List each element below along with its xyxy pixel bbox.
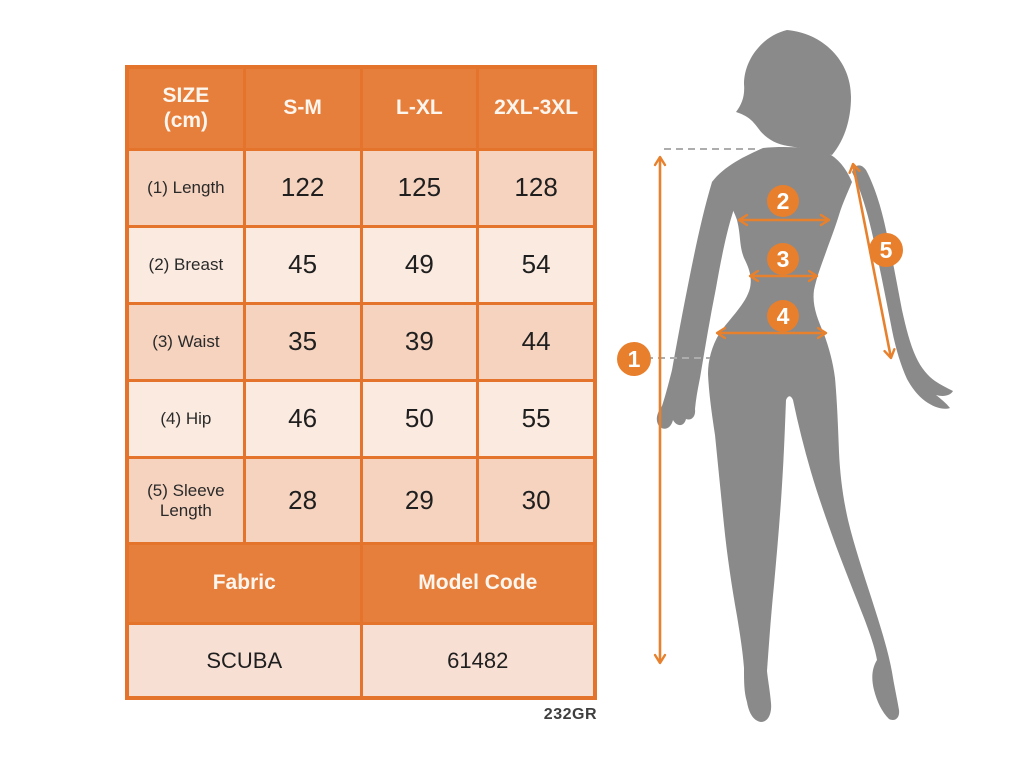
size-header-line2: (cm) bbox=[163, 108, 209, 132]
length-2xl3xl-value: 128 bbox=[479, 151, 593, 225]
marker-2 bbox=[767, 185, 799, 217]
waist-sm-value: 35 bbox=[246, 305, 360, 379]
size-header-line1: SIZE bbox=[162, 84, 210, 108]
row-label-sleeve-length: (5) Sleeve Length bbox=[129, 459, 243, 542]
model-code-value: 61482 bbox=[363, 625, 594, 696]
silhouette-right-arm bbox=[852, 165, 953, 408]
silhouette-head bbox=[736, 30, 851, 155]
marker-1-label: 1 bbox=[627, 346, 641, 372]
measurement-diagram bbox=[600, 10, 1024, 770]
hip-2xl3xl-value: 55 bbox=[479, 382, 593, 456]
fabric-value: SCUBA bbox=[129, 625, 360, 696]
row-label-length: (1) Length bbox=[129, 151, 243, 225]
column-header-sm: S-M bbox=[246, 69, 360, 148]
waist-2xl3xl-value: 44 bbox=[479, 305, 593, 379]
marker-1 bbox=[617, 342, 651, 376]
hip-lxl-value: 50 bbox=[363, 382, 477, 456]
marker-4 bbox=[767, 300, 799, 332]
sleeve-lxl-value: 29 bbox=[363, 459, 477, 542]
marker-3 bbox=[767, 243, 799, 275]
weight-code-note: 232GR bbox=[543, 706, 597, 723]
row-label-breast: (2) Breast bbox=[129, 228, 243, 302]
row-label-hip: (4) Hip bbox=[129, 382, 243, 456]
length-sm-value: 122 bbox=[246, 151, 360, 225]
silhouette-torso-legs bbox=[708, 147, 899, 722]
size-header-cell bbox=[129, 69, 243, 148]
length-lxl-value: 125 bbox=[363, 151, 477, 225]
size-table bbox=[125, 65, 597, 700]
marker-5 bbox=[869, 233, 903, 267]
column-header-lxl: L-XL bbox=[363, 69, 477, 148]
row-label-waist: (3) Waist bbox=[129, 305, 243, 379]
hip-sm-value: 46 bbox=[246, 382, 360, 456]
breast-lxl-value: 49 bbox=[363, 228, 477, 302]
breast-sm-value: 45 bbox=[246, 228, 360, 302]
model-code-header: Model Code bbox=[363, 545, 594, 622]
fabric-header: Fabric bbox=[129, 545, 360, 622]
marker-2-label: 2 bbox=[776, 188, 790, 214]
waist-lxl-value: 39 bbox=[363, 305, 477, 379]
marker-5-label: 5 bbox=[879, 237, 893, 263]
body-silhouette bbox=[657, 30, 953, 722]
column-header-2xl3xl: 2XL-3XL bbox=[479, 69, 593, 148]
breast-2xl3xl-value: 54 bbox=[479, 228, 593, 302]
sleeve-2xl3xl-value: 30 bbox=[479, 459, 593, 542]
marker-4-label: 4 bbox=[776, 303, 790, 329]
sleeve-sm-value: 28 bbox=[246, 459, 360, 542]
marker-3-label: 3 bbox=[776, 246, 790, 272]
